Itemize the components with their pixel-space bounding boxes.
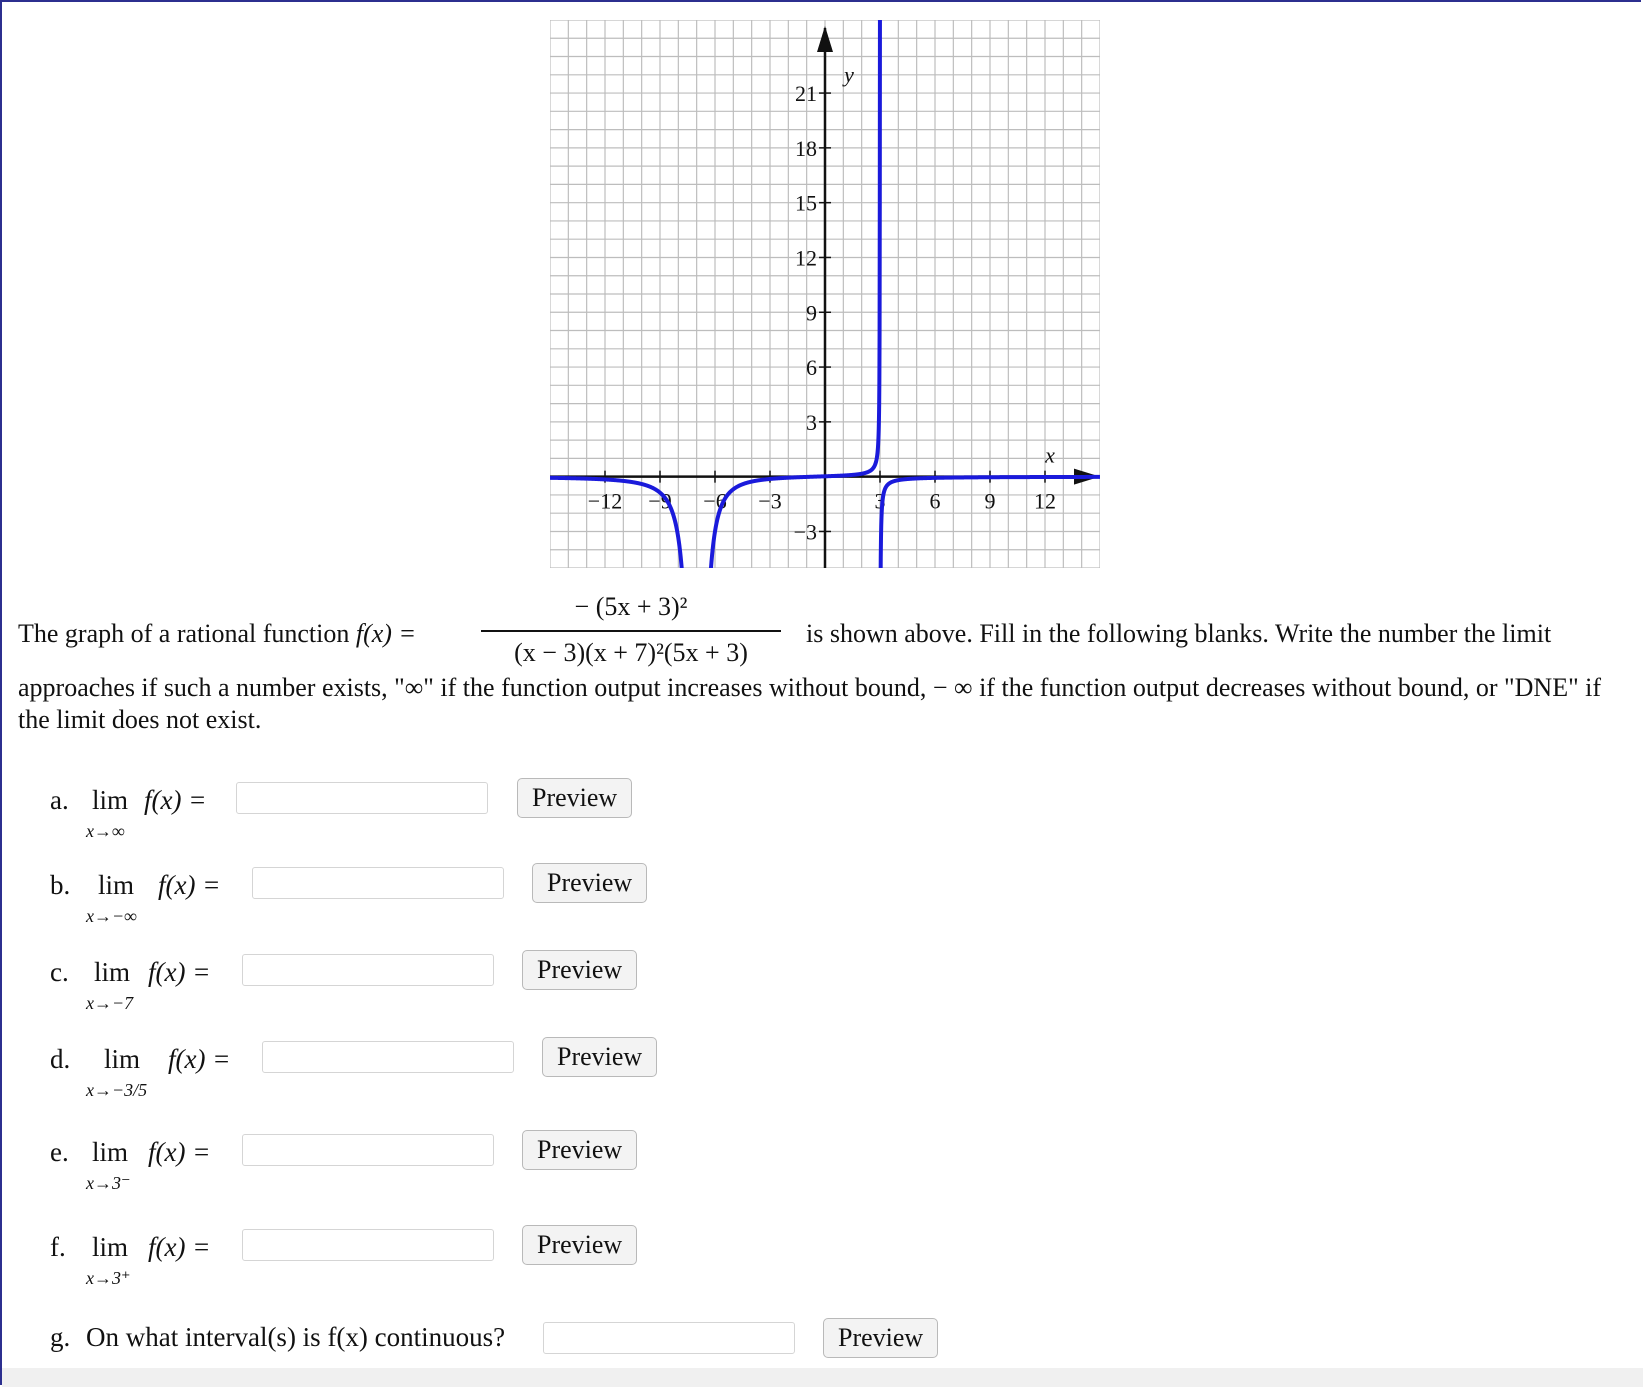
question-letter: g. bbox=[50, 1322, 71, 1352]
preview-button-c[interactable]: Preview bbox=[522, 950, 637, 990]
fraction-denominator: (x − 3)(x + 7)²(5x + 3) bbox=[514, 638, 748, 667]
lim-operator: lim bbox=[104, 1044, 141, 1074]
prompt-after-fraction: is shown above. Fill in the following blanks. Write the number the limit bbox=[806, 619, 1552, 648]
bottom-band bbox=[2, 1368, 1643, 1387]
answer-input-b[interactable] bbox=[252, 867, 504, 899]
limit-expression: f(x) = bbox=[144, 785, 207, 815]
limit-expression: f(x) = bbox=[158, 870, 221, 900]
answer-input-a[interactable] bbox=[236, 782, 488, 814]
limit-expression: f(x) = bbox=[148, 1137, 211, 1167]
answer-input-c[interactable] bbox=[242, 954, 494, 986]
x-tick-label: 3 bbox=[874, 488, 886, 514]
y-tick-label: 15 bbox=[795, 190, 817, 216]
limit-expression: f(x) = bbox=[168, 1044, 231, 1074]
y-axis-arrow bbox=[817, 26, 833, 52]
x-tick-label: −6 bbox=[703, 488, 727, 514]
y-tick-label: 12 bbox=[795, 245, 817, 271]
continuity-question-text: On what interval(s) is f(x) continuous? bbox=[86, 1322, 506, 1352]
prompt-instructions: approaches if such a number exists, "∞" if the function output increases without bound, − ∞ if the function output decreases without bound, or "DNE" if the limit does not exist. bbox=[18, 673, 1602, 734]
problem-prompt bbox=[18, 590, 1628, 736]
x-tick-label: 6 bbox=[929, 488, 941, 514]
preview-button-d[interactable]: Preview bbox=[542, 1037, 657, 1077]
y-tick-label: −3 bbox=[793, 519, 817, 545]
preview-button-f[interactable]: Preview bbox=[522, 1225, 637, 1265]
fraction-numerator: − (5x + 3)² bbox=[574, 592, 688, 621]
x-tick-label: 9 bbox=[984, 488, 996, 514]
question-letter: a. bbox=[50, 785, 69, 815]
limit-expression: f(x) = bbox=[148, 957, 211, 987]
answer-input-e[interactable] bbox=[242, 1134, 494, 1166]
x-tick-label: 12 bbox=[1034, 488, 1056, 514]
answer-input-g[interactable] bbox=[543, 1322, 795, 1354]
y-axis-label: y bbox=[844, 62, 854, 87]
lim-subscript: x→3⁻ bbox=[86, 1173, 131, 1193]
preview-button-g[interactable]: Preview bbox=[823, 1318, 938, 1358]
question-letter: d. bbox=[50, 1044, 71, 1074]
y-tick-label: 18 bbox=[795, 135, 817, 161]
question-letter: b. bbox=[50, 870, 71, 900]
prompt-fx: f(x) = bbox=[355, 619, 416, 648]
lim-operator: lim bbox=[92, 1137, 129, 1167]
x-axis-label: x bbox=[1045, 442, 1055, 468]
y-tick-label: 21 bbox=[795, 81, 817, 107]
preview-button-a[interactable]: Preview bbox=[517, 778, 632, 818]
fraction bbox=[481, 590, 781, 670]
lim-subscript: x→−7 bbox=[86, 993, 134, 1013]
y-tick-label: 9 bbox=[806, 300, 817, 326]
preview-button-e[interactable]: Preview bbox=[522, 1130, 637, 1170]
function-graph bbox=[550, 20, 1100, 568]
x-tick-label: −12 bbox=[587, 488, 623, 514]
lim-subscript: x→−3/5 bbox=[86, 1080, 148, 1100]
question-letter: f. bbox=[50, 1232, 66, 1262]
lim-subscript: x→3⁺ bbox=[86, 1268, 131, 1288]
answer-input-d[interactable] bbox=[262, 1041, 514, 1073]
x-tick-label: −3 bbox=[758, 488, 782, 514]
fraction-bar bbox=[481, 630, 781, 632]
preview-button-b[interactable]: Preview bbox=[532, 863, 647, 903]
x-tick-label: −9 bbox=[648, 488, 672, 514]
lim-operator: lim bbox=[94, 957, 131, 987]
lim-subscript: x→−∞ bbox=[86, 906, 137, 926]
limit-expression: f(x) = bbox=[148, 1232, 211, 1262]
question-letter: e. bbox=[50, 1137, 69, 1167]
question-letter: c. bbox=[50, 957, 69, 987]
lim-operator: lim bbox=[92, 785, 129, 815]
lim-operator: lim bbox=[98, 870, 135, 900]
y-tick-label: 6 bbox=[806, 355, 817, 381]
prompt-intro-text: The graph of a rational function bbox=[18, 619, 350, 648]
lim-subscript: x→∞ bbox=[86, 821, 125, 841]
lim-operator: lim bbox=[92, 1232, 129, 1262]
prompt-intro bbox=[18, 618, 416, 650]
y-tick-label: 3 bbox=[806, 409, 817, 435]
answer-input-f[interactable] bbox=[242, 1229, 494, 1261]
